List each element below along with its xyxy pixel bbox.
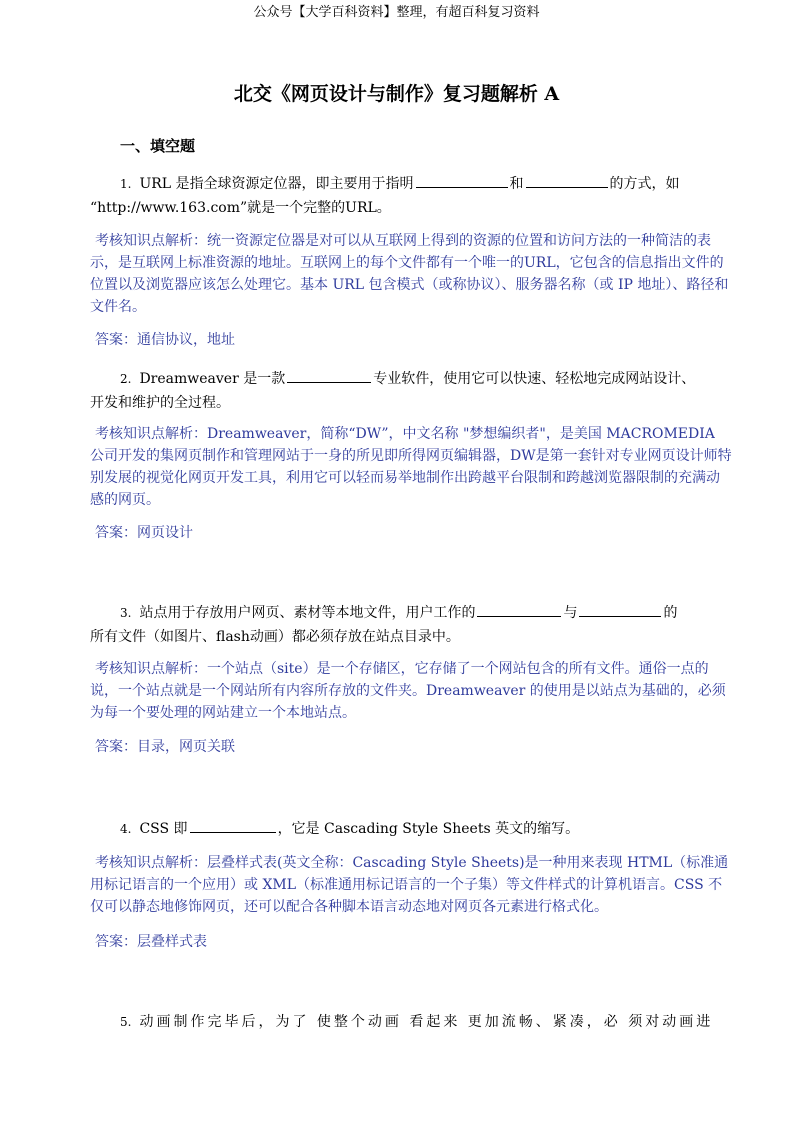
analysis-3: 考核知识点解析：一个站点（site）是一个存储区，它存储了一个网站包含的所有文件。通俗一点的说，一个站点就是一个网站所有内容所存放的文件夹。Dreamweaver 的使用是以站点为基础的，必须为每一个要处理的网站建立一个本地站点。 (90, 661, 726, 721)
question-text: 专业软件，使用它可以快速、轻松地完成网站设计、 (373, 371, 696, 387)
answer-blank (526, 171, 608, 188)
header-note: 公众号【大学百科资料】整理，有超百科复习资料 (253, 5, 540, 20)
question-text: CSS 即 (139, 821, 188, 837)
answer-blank (287, 366, 371, 383)
document-title: 北交《网页设计与制作》复习题解析 A (233, 83, 560, 105)
answer-3: 答案：目录，网页关联 (95, 739, 235, 755)
question-text: 的方式，如 (609, 176, 680, 192)
answer-2: 答案：网页设计 (95, 525, 193, 541)
question-text: Dreamweaver 是一款 (139, 371, 286, 387)
question-number: 2. (120, 372, 132, 386)
answer-blank (416, 171, 508, 188)
analysis-4: 考核知识点解析：层叠样式表(英文全称：Cascading Style Sheets)是一种用来表现 HTML（标准通用标记语言的一个应用）或 XML（标准通用标记语言的一个子集）等文件样式的计算机语言。CSS 不仅可以静态地修饰网页，还可以配合各种脚本语言动态地对网页各元素进行格式化。 (90, 855, 729, 915)
answer-blank (579, 600, 661, 617)
question-number: 4. (120, 822, 132, 836)
question-3 (90, 600, 730, 649)
analysis-1: 考核知识点解析：统一资源定位器是对可以从互联网上得到的资源的位置和访问方法的一种简洁的表示，是互联网上标准资源的地址。互联网上的每个文件都有一个唯一的URL，它包含的信息指出文件的位置以及浏览器应该怎么处理它。基本 URL 包含模式（或称协议）、服务器名称（或 IP 地址）、路径和文件名。 (90, 233, 729, 315)
question-number: 1. (120, 177, 132, 191)
section-title: 一、填空题 (120, 137, 196, 155)
question-text: URL 是指全球资源定位器，即主要用于指明 (139, 176, 414, 192)
answer-1: 答案：通信协议，地址 (95, 332, 235, 348)
question-text-line2: 开发和维护的全过程。 (90, 395, 230, 411)
question-1 (90, 171, 730, 220)
question-5 (90, 1010, 730, 1034)
question-text: ，它是 Cascading Style Sheets 英文的缩写。 (277, 821, 580, 837)
question-text: 与 (563, 605, 578, 621)
question-text-line2: “http://www.163.com”就是一个完整的URL。 (90, 200, 391, 216)
question-number: 5. (120, 1015, 132, 1029)
question-text: 动画制作完毕后，为了 使整个动画 看起来 更加流畅、紧凑，必 须对动画进 (139, 1014, 714, 1030)
answer-4: 答案：层叠样式表 (95, 934, 207, 950)
question-text-line2: 所有文件（如图片、flash动画）都必须存放在站点目录中。 (90, 629, 460, 645)
analysis-2: 考核知识点解析：Dreamweaver，简称“DW”，中文名称 "梦想编织者"，是美国 MACROMEDIA 公司开发的集网页制作和管理网站于一身的所见即所得网页编辑器，DW是第一套针对专业网页设计师特别发展的视觉化网页开发工具，利用它可以轻而易举地制作出跨越平台限制和跨越浏览器限制的充满动感的网页。 (90, 426, 732, 508)
question-text: 的 (663, 605, 678, 621)
question-number: 3. (120, 606, 132, 620)
answer-blank (190, 816, 276, 833)
question-4 (90, 816, 730, 841)
answer-blank (477, 600, 561, 617)
question-text: 和 (509, 176, 524, 192)
question-2 (90, 366, 730, 415)
question-text: 站点用于存放用户网页、素材等本地文件，用户工作的 (139, 605, 476, 621)
